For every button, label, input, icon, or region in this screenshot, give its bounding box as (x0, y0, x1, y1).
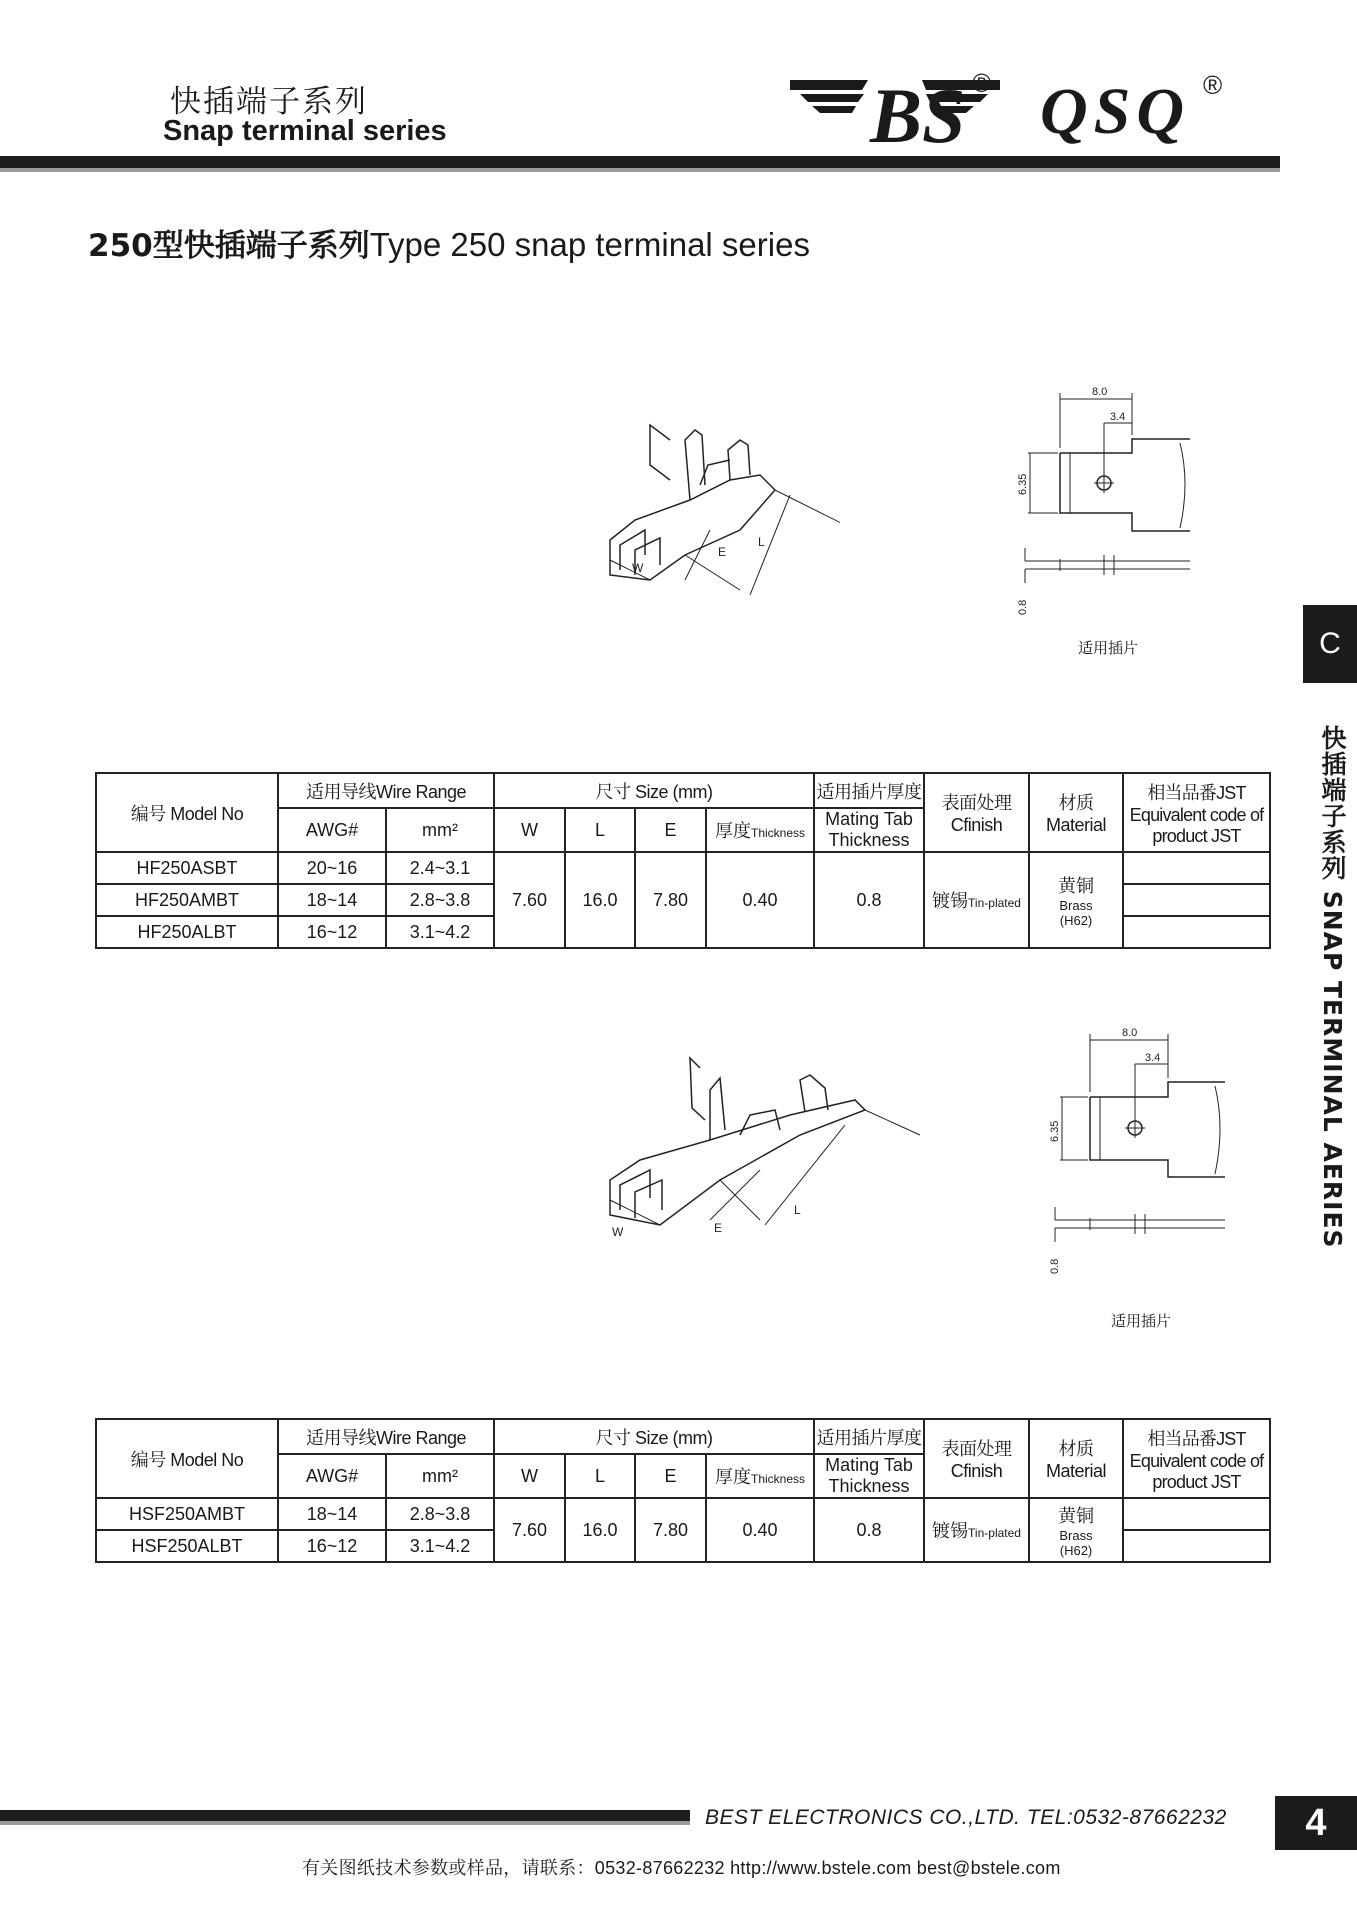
contact-line: 有关图纸技术参数或样品，请联系：0532-87662232 http://www.bstele.com best@bstele.com (302, 1858, 1061, 1878)
t2-thickness: 0.40 (706, 1498, 814, 1562)
section-title-en: Type 250 snap terminal series (369, 226, 810, 263)
t2-material-en: Brass (1059, 1528, 1093, 1543)
t1-r1-jst (1123, 884, 1270, 916)
t2-header-mating-cn: 适用插片厚度 (814, 1419, 924, 1454)
diagram1-e-label: E (718, 545, 727, 559)
t1-header-thickness (706, 808, 814, 852)
t1-header-size: 尺寸 Size (mm) (494, 773, 814, 808)
t1-r0-mm2: 2.4~3.1 (386, 852, 494, 884)
t2-r1-model: HSF250ALBT (96, 1530, 278, 1562)
t1-finish-en: Tin-plated (968, 896, 1021, 910)
tab1-offset-dim: 3.4 (1110, 411, 1126, 423)
tab2-offset-dim: 3.4 (1145, 1052, 1161, 1064)
t1-thickness: 0.40 (706, 852, 814, 948)
tab2-height-dim: 6.35 (1049, 1120, 1061, 1142)
t1-header-awg: AWG# (278, 808, 386, 852)
t2-header-thickness-cn: 厚度 (715, 1467, 751, 1487)
t2-w: 7.60 (494, 1498, 565, 1562)
t1-header-finish-cn: 表面处理 (941, 793, 1012, 813)
t1-r1-awg: 18~14 (278, 884, 386, 916)
t1-r0-model: HF250ASBT (96, 852, 278, 884)
t1-header-e: E (635, 808, 706, 852)
t1-header-wire-range: 适用导线Wire Range (278, 773, 494, 808)
tab2-thickness-dim: 0.8 (1049, 1258, 1061, 1274)
terminal-drawing-1 (590, 380, 840, 610)
table-row (96, 1498, 1270, 1530)
logo-registered-mark: ® (972, 68, 992, 98)
t1-header-thickness-cn: 厚度 (715, 821, 751, 841)
t2-r1-jst (1123, 1530, 1270, 1562)
section-title-cn: 250型快插端子系列 (88, 228, 370, 264)
t2-header-mating-en1: Mating Tab (825, 1455, 913, 1475)
header-rule-shadow (0, 168, 1280, 172)
tab1-height-dim: 6.35 (1017, 473, 1029, 495)
t2-header-e: E (635, 1454, 706, 1498)
t1-r0-awg: 20~16 (278, 852, 386, 884)
t2-material-cn: 黄铜 (1058, 1506, 1095, 1526)
tab1-thickness-dim: 0.8 (1017, 599, 1029, 615)
tab-drawing-1 (1000, 383, 1200, 623)
t1-finish (924, 852, 1029, 948)
t2-header-jst-cn: 相当品番JST (1147, 1428, 1246, 1449)
t2-r0-model: HSF250AMBT (96, 1498, 278, 1530)
t1-header-material (1029, 773, 1123, 852)
tab-caption-1: 适用插片 (1078, 639, 1139, 657)
tab-drawing-2 (1030, 1022, 1230, 1282)
t1-header-finish-en: Cfinish (950, 815, 1003, 835)
t1-material-en: Brass (1059, 898, 1093, 913)
t1-r2-awg: 16~12 (278, 916, 386, 948)
t2-header-awg: AWG# (278, 1454, 386, 1498)
t1-r2-mm2: 3.1~4.2 (386, 916, 494, 948)
t1-header-jst-cn: 相当品番JST (1147, 782, 1246, 803)
logo-emblem (790, 68, 1000, 150)
t1-header-thickness-en: Thickness (751, 826, 806, 840)
t2-header-jst (1123, 1419, 1270, 1498)
t2-finish-cn: 镀锡 (932, 1521, 969, 1541)
table-row (96, 852, 1270, 884)
spec-table-2 (95, 1418, 1271, 1563)
t1-header-model: 编号 Model No (96, 773, 278, 852)
t1-header-finish (924, 773, 1029, 852)
t2-material (1029, 1498, 1123, 1562)
chapter-side-label: 快插端子系列 SNAP TERMINAL AERIES (1318, 725, 1347, 1249)
diagram1-w-label: W (632, 561, 644, 575)
t2-header-wire-range: 适用导线Wire Range (278, 1419, 494, 1454)
t2-header-thickness-en: Thickness (751, 1472, 806, 1486)
t2-header-jst-en: Equivalent code of product JST (1129, 1450, 1264, 1492)
t2-header-finish-cn: 表面处理 (941, 1439, 1012, 1459)
t2-header-mating-en (814, 1454, 924, 1498)
series-title-cn: 快插端子系列 (170, 84, 368, 120)
t1-material-cn: 黄铜 (1058, 876, 1095, 896)
t2-finish-en: Tin-plated (968, 1526, 1021, 1540)
t2-l: 16.0 (565, 1498, 635, 1562)
t2-header-w: W (494, 1454, 565, 1498)
t2-r1-awg: 16~12 (278, 1530, 386, 1562)
t2-r1-mm2: 3.1~4.2 (386, 1530, 494, 1562)
brand-registered-mark: ® (1203, 70, 1223, 100)
t2-header-material (1029, 1419, 1123, 1498)
t2-header-model: 编号 Model No (96, 1419, 278, 1498)
t1-mating: 0.8 (814, 852, 924, 948)
t1-header-material-cn: 材质 (1058, 793, 1094, 813)
t1-w: 7.60 (494, 852, 565, 948)
t1-material (1029, 852, 1123, 948)
tab-caption-2: 适用插片 (1111, 1312, 1172, 1330)
t2-header-size: 尺寸 Size (mm) (494, 1419, 814, 1454)
t2-material-code: (H62) (1059, 1543, 1093, 1558)
terminal-drawing-2 (590, 1020, 930, 1270)
t1-header-mm2: mm² (386, 808, 494, 852)
series-title-en: Snap terminal series (163, 115, 447, 147)
section-title (88, 220, 810, 265)
t1-header-mating-en1: Mating Tab (825, 809, 913, 829)
t1-header-jst (1123, 773, 1270, 852)
tab1-width-dim: 8.0 (1092, 386, 1108, 398)
t2-e: 7.80 (635, 1498, 706, 1562)
t2-header-finish-en: Cfinish (950, 1461, 1003, 1481)
t2-r0-mm2: 2.8~3.8 (386, 1498, 494, 1530)
t2-header-material-cn: 材质 (1058, 1439, 1094, 1459)
t1-header-mating-en (814, 808, 924, 852)
t1-header-mating-cn: 适用插片厚度 (814, 773, 924, 808)
t2-header-thickness (706, 1454, 814, 1498)
t2-header-l: L (565, 1454, 635, 1498)
spec-table-1 (95, 772, 1271, 949)
t2-header-mating-en2: Thickness (828, 1476, 910, 1496)
diagram1-l-label: L (758, 535, 765, 549)
tab2-width-dim: 8.0 (1122, 1027, 1138, 1039)
t2-header-mm2: mm² (386, 1454, 494, 1498)
t1-header-jst-en: Equivalent code of product JST (1129, 804, 1264, 846)
t2-finish (924, 1498, 1029, 1562)
t2-r0-awg: 18~14 (278, 1498, 386, 1530)
t1-header-w: W (494, 808, 565, 852)
page-number: 4 (1275, 1796, 1357, 1850)
t2-r0-jst (1123, 1498, 1270, 1530)
t1-header-material-en: Material (1046, 815, 1107, 835)
footer-rule-shadow (0, 1821, 690, 1825)
t1-l: 16.0 (565, 852, 635, 948)
diagram2-w-label: W (612, 1225, 624, 1239)
diagram2-l-label: L (794, 1203, 801, 1217)
chapter-tab: C (1303, 605, 1357, 683)
t1-finish-cn: 镀锡 (932, 891, 969, 911)
logo-letters: BS (870, 72, 966, 150)
t1-e: 7.80 (635, 852, 706, 948)
footer-rule (0, 1810, 690, 1821)
header-rule (0, 156, 1280, 168)
t2-header-finish (924, 1419, 1029, 1498)
t2-header-material-en: Material (1046, 1461, 1107, 1481)
t1-material-code: (H62) (1059, 913, 1093, 928)
t1-r1-mm2: 2.8~3.8 (386, 884, 494, 916)
brand-name: QSQ (1040, 75, 1191, 148)
t1-r2-jst (1123, 916, 1270, 948)
company-line: BEST ELECTRONICS CO.,LTD. TEL:0532-87662232 (705, 1806, 1227, 1829)
t1-header-l: L (565, 808, 635, 852)
t1-r0-jst (1123, 852, 1270, 884)
t1-r1-model: HF250AMBT (96, 884, 278, 916)
t1-r2-model: HF250ALBT (96, 916, 278, 948)
t2-mating: 0.8 (814, 1498, 924, 1562)
t1-header-mating-en2: Thickness (828, 830, 910, 850)
diagram2-e-label: E (714, 1221, 723, 1235)
